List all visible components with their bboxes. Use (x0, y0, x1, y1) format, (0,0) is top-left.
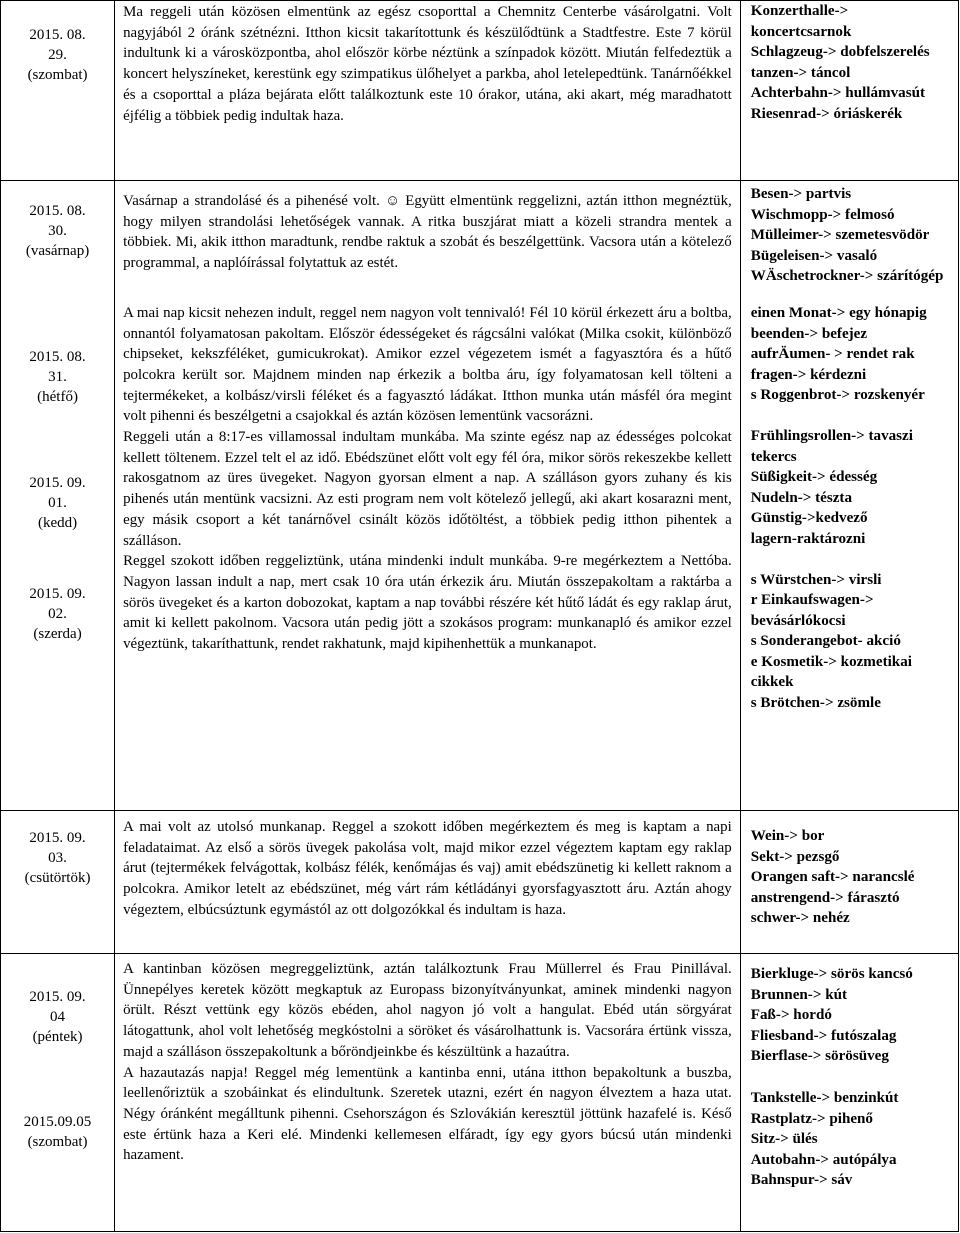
vocab-item: Achterbahn-> hullámvasút (750, 85, 925, 102)
vocab-item: s Würstchen-> virsli (750, 571, 882, 588)
entry-cell (115, 811, 741, 954)
vocab-item: s Sonderangebot- akció (750, 633, 901, 650)
vocab-item: Nudeln-> tészta (750, 489, 852, 506)
vocab-item: aufrÄumen- > rendet rak (750, 346, 915, 363)
vocab-item: s Brötchen-> zsömle (750, 695, 881, 712)
entry-text: A mai nap kicsit nehezen indult, reggel nem nagyon volt tennivaló! Fél 10 körül érkezett áru a boltba, onnantól folyamatosan pakoltam. Először édességeket és rágcsálni valókat (Milka csokit, különböző chipseket, kekszféléket, gumicukrokat). Amikor ezzel végezetem ismét a fagyasztóra és a hűtő polcokra került sor. Majdnem minden nap érkezik a boltba áru, így folyamatosan kell tölteni a tejtermékeket, a kolbász/virsli féléket és a fagyasztó ládákat. Itthon munka után másfél óra megint volt pihenni és beszélgetni a csajokkal és aztán közösen lementünk vacsorázni. (123, 304, 732, 425)
date-line: 2015. 08. (29, 203, 86, 219)
diary-row (1, 954, 959, 1232)
diary-row (1, 181, 959, 811)
date-line: 2015. 08. (29, 27, 86, 43)
vocab-item: lagern-raktározni (750, 530, 866, 547)
vocab-list (741, 287, 958, 406)
vocab-item: schwer-> nehéz (750, 910, 850, 927)
entry-text: A hazautazás napja! Reggel még lementünk a kantinba enni, utána itthon bepakoltunk a buszba, leellenőriztük a szobáinkat és elindultunk. Szeretek utazni, ezért én nagyon élveztem a haza utat. Négy óránként megálltunk pihenni. Csehországon és Szlovákián keresztül jöttünk hazafelé is. Késő este értünk haza a Keri elé. Mindenki kellemesen elfáradt, így egy gyors búcsú után mindenki hazament. (123, 1064, 732, 1164)
vocab-item: Schlagzeug-> dobfelszerelés (750, 44, 930, 61)
date-line: 2015. 09. (29, 989, 86, 1005)
vocab-cell (740, 181, 958, 811)
vocab-item: Tankstelle-> benzinkút (750, 1089, 899, 1106)
vocab-item: beenden-> befejez (750, 325, 868, 342)
date-cell (1, 954, 115, 1232)
date-entry (1, 954, 114, 1047)
date-entry (1, 181, 114, 261)
date-line: 2015. 09. (29, 830, 86, 846)
vocab-item: Mülleimer-> szemetesvödör (750, 227, 930, 244)
vocab-list (741, 1067, 958, 1191)
vocab-item: Bahnspur-> sáv (750, 1172, 853, 1189)
date-cell (1, 181, 115, 811)
vocab-list (741, 181, 958, 287)
date-entry (1, 811, 114, 888)
vocab-item: tanzen-> táncol (750, 64, 851, 81)
date-line: 2015. 09. (29, 475, 86, 491)
date-weekday: (hétfő) (37, 389, 78, 405)
entry-cell (115, 181, 741, 811)
vocab-item: Bierflase-> sörösüveg (750, 1048, 889, 1065)
date-line: 01. (48, 495, 67, 511)
vocab-item: Süßigkeit-> édesség (750, 469, 878, 486)
vocab-item: Wischmopp-> felmosó (750, 206, 895, 223)
vocab-item: Sitz-> ülés (750, 1131, 818, 1148)
vocab-item: Brunnen-> kút (750, 986, 848, 1003)
date-entry (1, 533, 114, 644)
vocab-list (741, 1, 958, 125)
date-line: 29. (48, 47, 67, 63)
date-line: 2015.09.05 (23, 1114, 92, 1130)
vocab-item: Orangen saft-> narancslé (750, 869, 915, 886)
entry-text: A kantinban közösen megreggeliztünk, aztán találkoztunk Frau Müllerrel és Frau Pinillával. Ünnepélyes keretek között megkaptuk az Europass bizonyítványunkat, aminek mindenki nagyon örült. Részt vettünk egy közös ebéden, ahol nagyon jó volt a hangulat. Ebéd után sörgyárat látogattunk, ahol volt lehetőség megkóstolni a söröket és vásárolhattunk is. Vacsorára értünk vissza, majd a szálláson összepakoltunk a bőröndjeinkbe és készültünk a hazaútra. (123, 961, 732, 1060)
entry-text: Reggel szokott időben reggeliztünk, utána mindenki indult munkába. 9-re megérkeztem a Nettóba. Nagyon lassan indult a nap, mert csak 10 óra után érkezik áru. Miután összepakoltam a raktárba a sörös üvegeket és a karton dobozokat, kaptam a nap további részére két hűtő ládát és egy raklap árut, amit ki kellett pakolnom. Vacsora után pedig jött a szokásos program: munkanapló és amikor ezzel végeztünk, takaríthattunk, rendet rakhatunk, majd kipihenhettük a munkanapot. (123, 553, 732, 653)
vocab-list (741, 811, 958, 929)
date-line: 31. (48, 369, 67, 385)
vocab-list (741, 550, 958, 714)
date-entry (1, 407, 114, 533)
entry-cell (115, 954, 741, 1232)
date-line: 04 (50, 1009, 66, 1025)
entry-text: Reggeli után a 8:17-es villamossal indultam munkába. Ma szinte egész nap az édességes polcokat kellett töltenem. Ezzel telt el az idő. Ebédszünet előtt volt egy fél óra, mikor sörös rekeszekbe kellett rakosgatnom az üres üvegeket. Nagyon gyorsan elment a nap. A szálláson gyors zuhany és kis pihenés után mentünk vacsizni. Az esti program nem volt kötelező jellegű, aki akart kosarazni ment, egy másik csoport a két tanárnővel csinált közös időtöltést, a többiek pedig itthon pihentek a szálláson. (123, 429, 732, 549)
vocab-list (741, 406, 958, 550)
date-cell (1, 811, 115, 954)
date-weekday: (kedd) (37, 515, 78, 531)
date-weekday: (péntek) (32, 1029, 83, 1045)
vocab-item: Fliesband-> futószalag (750, 1027, 897, 1044)
vocab-item: s Roggenbrot-> rozskenyér (750, 387, 925, 404)
date-weekday: (vasárnap) (25, 243, 90, 259)
entry-text: Ma reggeli után közösen elmentünk az egész csoporttal a Chemnitz Centerbe vásárolgatni. Volt nagyjából 2 óránk szétnézni. Itthon kicsit takarítottunk és készülődtünk a Stadtfestre. Este 7 körül indultunk ki a városközpontba, ahol először körbe néztünk a színpadok között. Miután felfedeztük a koncert helyszíneket, kerestünk egy szimpatikus ülőhelyet a parkba, ahol letelepedtünk. Tanárnőékkel és a csoporttal a pláza bejárata előtt találkoztunk este 10 órakor, utána, aki akart, még maradhatott éjfélig a többiek pedig indultak haza. (123, 4, 732, 124)
vocab-item: einen Monat-> egy hónapig (750, 304, 927, 321)
vocab-item: Wein-> bor (750, 828, 825, 844)
vocab-item: r Einkaufswagen-> bevásárlókocsi (750, 592, 874, 629)
vocab-item: Konzerthalle-> koncertcsarnok (750, 3, 852, 40)
date-weekday: (szombat) (27, 1134, 88, 1150)
date-line: 2015. 09. (29, 586, 86, 602)
date-entry (1, 261, 114, 407)
entry-cell (115, 1, 741, 181)
date-line: 30. (48, 223, 67, 239)
date-weekday: (csütörtök) (24, 870, 91, 886)
date-line: 03. (48, 850, 67, 866)
vocab-item: Rastplatz-> pihenő (750, 1110, 873, 1127)
date-entry (1, 1, 114, 85)
vocab-item: e Kosmetik-> kozmetikai cikkek (750, 653, 912, 691)
date-entry (1, 1047, 114, 1152)
vocab-item: fragen-> kérdezni (750, 366, 867, 383)
date-line: 02. (48, 606, 67, 622)
vocab-cell (740, 1, 958, 181)
vocab-list (741, 954, 958, 1067)
entry-text: A mai volt az utolsó munkanap. Reggel a szokott időben megérkeztem és meg is kaptam a napi feladataimat. Az első a sörös üvegek pakolása volt, majd mikor ezzel végeztem kaptam egy raklap árut (tejtermékek felvágottak, kolbász félék, kenőmájas és vaj) amit ebédszünetig ki kellett raknom a polcokra. Amikor letelt az ebédszünet, még várt rám kétládányi gyorsfagyasztott áru. Aztán ahogy végeztem, elbúcsúztunk egymástól az ott dolgozókkal és indultam is haza. (123, 819, 732, 918)
vocab-item: Frühlingsrollen-> tavaszi tekercs (750, 427, 913, 465)
diary-row (1, 811, 959, 954)
vocab-item: anstrengend-> fárasztó (750, 889, 900, 906)
vocab-cell (740, 954, 958, 1232)
diary-row (1, 1, 959, 181)
vocab-item: Faß-> hordó (750, 1007, 832, 1024)
date-weekday: (szombat) (27, 67, 88, 83)
vocab-item: Bierkluge-> sörös kancsó (750, 966, 913, 982)
vocab-item: WÄschetrockner-> szárítógép (750, 268, 944, 285)
vocab-item: Riesenrad-> óriáskerék (750, 105, 903, 122)
date-cell (1, 1, 115, 181)
entry-text: Vasárnap a strandolásé és a pihenésé volt. ☺ Együtt elmentünk reggelizni, aztán itthon megnéztük, hogy milyen strandolási lehetőségek vannak. A ritka buszjárat miatt a közeli strandra mentek a többiek. Mi, akik itthon maradtunk, rendbe raktuk a szobát és beszélgettünk. Vacsora után a kötelező programmal, a naplóírással folytattuk az estét. (123, 193, 732, 272)
vocab-item: Günstig->kedvező (750, 510, 868, 527)
vocab-cell (740, 811, 958, 954)
date-weekday: (szerda) (33, 626, 82, 642)
date-line: 2015. 08. (29, 349, 86, 365)
vocab-item: Sekt-> pezsgő (750, 848, 840, 865)
vocab-item: Autobahn-> autópálya (750, 1151, 897, 1168)
vocab-item: Bügeleisen-> vasaló (750, 247, 878, 264)
vocab-item: Besen-> partvis (750, 186, 852, 202)
